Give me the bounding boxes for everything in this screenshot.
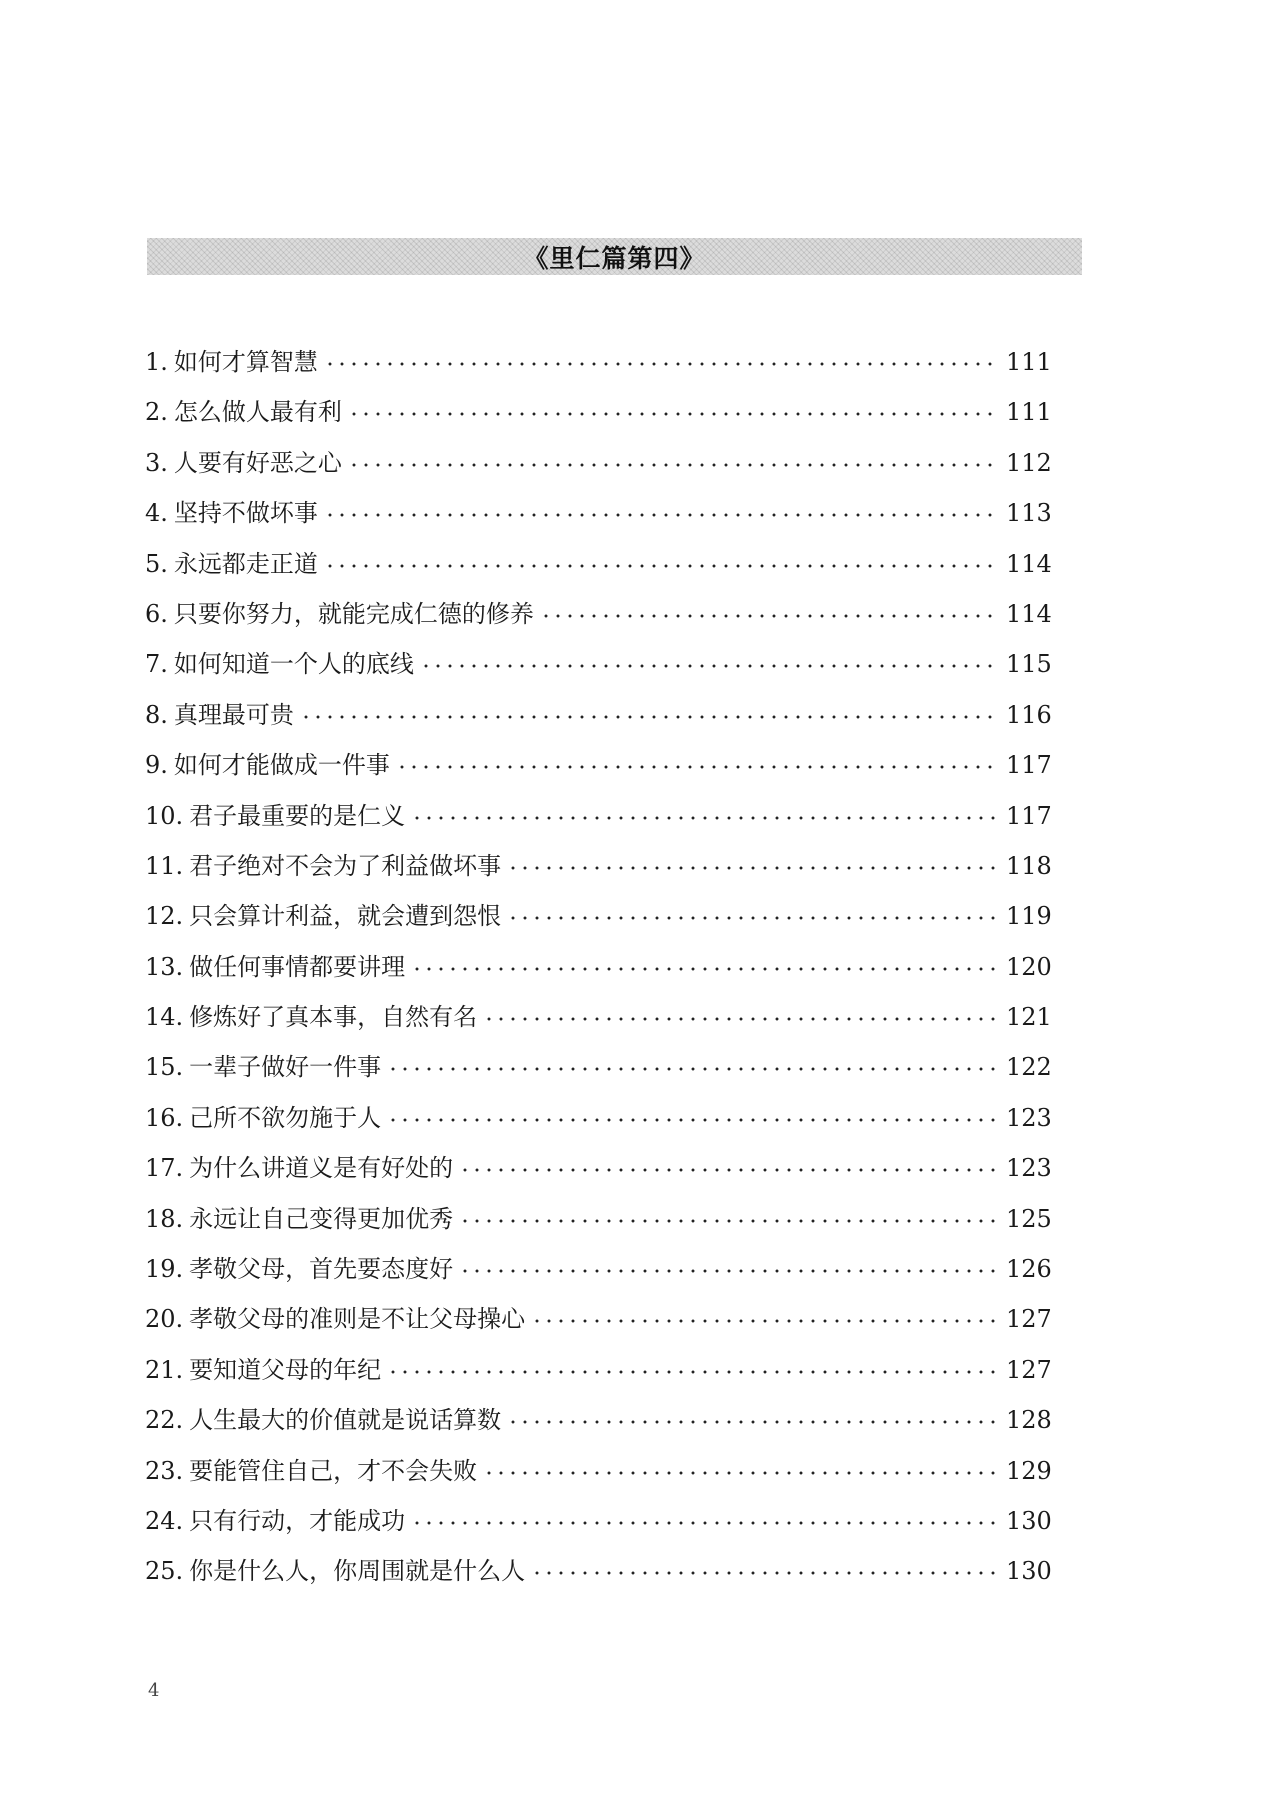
- toc-entry-page: 115: [1006, 650, 1052, 679]
- toc-entry: [145, 992, 1050, 1042]
- toc-leader-dots: [348, 394, 1000, 418]
- toc-entry: [145, 690, 1050, 740]
- toc-entry: [145, 539, 1050, 589]
- toc-entry-number: 12.: [145, 902, 184, 931]
- toc-entry-number: 15.: [145, 1053, 184, 1082]
- toc-entry-page: 114: [1006, 599, 1052, 628]
- toc-entry-page: 130: [1006, 1506, 1052, 1535]
- toc-entry-page: 117: [1006, 751, 1052, 780]
- toc-entry-title: 一辈子做好一件事: [189, 1053, 382, 1082]
- toc-leader-dots: [300, 697, 1000, 721]
- toc-entry-number: 16.: [145, 1103, 184, 1132]
- toc-entry-title: 人生最大的价值就是说话算数: [189, 1406, 502, 1435]
- toc-entry-title: 君子绝对不会为了利益做坏事: [189, 851, 502, 880]
- toc-entry-page: 127: [1006, 1355, 1052, 1384]
- toc-entry-page: 122: [1006, 1053, 1052, 1082]
- toc-entry-page: 126: [1006, 1255, 1052, 1284]
- toc-entry-number: 11.: [145, 851, 184, 880]
- toc-entry-page: 111: [1006, 348, 1052, 376]
- toc-entry: [145, 589, 1050, 639]
- toc-entry-number: 23.: [145, 1456, 184, 1485]
- toc-entry-page: 120: [1006, 952, 1052, 981]
- toc-leader-dots: [507, 1402, 1000, 1426]
- toc-entry-title: 要知道父母的年纪: [189, 1355, 382, 1384]
- toc-entry-title: 君子最重要的是仁义: [189, 801, 406, 830]
- toc-entry-title: 怎么做人最有利: [173, 398, 342, 427]
- toc-leader-dots: [531, 1301, 1000, 1325]
- toc-leader-dots: [483, 999, 1000, 1023]
- toc-entry-title: 人要有好恶之心: [173, 448, 342, 477]
- toc-entry-page: 129: [1006, 1456, 1052, 1485]
- toc-entry-title: 如何才算智慧: [173, 348, 318, 376]
- toc-entry: [145, 841, 1050, 891]
- toc-entry-title: 孝敬父母的准则是不让父母操心: [189, 1305, 526, 1334]
- toc-entry-number: 13.: [145, 952, 184, 981]
- toc-entry-number: 3.: [145, 448, 168, 477]
- toc-entry-page: 121: [1006, 1003, 1052, 1032]
- toc-entry: [145, 740, 1050, 790]
- toc-leader-dots: [324, 546, 1000, 570]
- toc-entry-number: 14.: [145, 1003, 184, 1032]
- toc-leader-dots: [387, 1100, 1000, 1124]
- toc-leader-dots: [411, 949, 1000, 973]
- page-number: 4: [148, 1680, 160, 1701]
- section-header-bar: [147, 238, 1082, 275]
- toc-entry: [145, 639, 1050, 689]
- toc-entry-page: 117: [1006, 801, 1052, 830]
- toc-entry: [145, 438, 1050, 488]
- toc-entry: [145, 1446, 1050, 1496]
- toc-leader-dots: [324, 495, 1000, 519]
- toc-leader-dots: [324, 344, 1000, 368]
- toc-entry: [145, 942, 1050, 992]
- toc-entry-page: 119: [1006, 902, 1052, 931]
- toc-entry-number: 24.: [145, 1506, 184, 1535]
- toc-entry-title: 孝敬父母，首先要态度好: [189, 1255, 454, 1284]
- table-of-contents: [145, 337, 1050, 1597]
- toc-entry-number: 4.: [145, 499, 168, 528]
- toc-leader-dots: [387, 1352, 1000, 1376]
- toc-entry: [145, 488, 1050, 538]
- toc-entry-number: 21.: [145, 1355, 184, 1384]
- toc-entry-number: 18.: [145, 1204, 184, 1233]
- toc-entry-number: 9.: [145, 751, 168, 780]
- toc-leader-dots: [411, 1503, 1000, 1527]
- toc-entry-title: 如何知道一个人的底线: [173, 650, 414, 679]
- toc-entry: [145, 1093, 1050, 1143]
- toc-leader-dots: [483, 1453, 1000, 1477]
- toc-entry-title: 永远都走正道: [173, 549, 318, 578]
- toc-entry: [145, 891, 1050, 941]
- toc-entry-number: 22.: [145, 1406, 184, 1435]
- toc-entry: [145, 1496, 1050, 1546]
- toc-entry-page: 113: [1006, 499, 1052, 528]
- toc-entry-number: 6.: [145, 599, 168, 628]
- toc-leader-dots: [396, 747, 1000, 771]
- toc-entry-title: 要能管住自己，才不会失败: [189, 1456, 478, 1485]
- toc-entry-page: 130: [1006, 1557, 1052, 1586]
- toc-entry-title: 你是什么人，你周围就是什么人: [189, 1557, 526, 1586]
- toc-leader-dots: [531, 1553, 1000, 1577]
- toc-leader-dots: [348, 445, 1000, 469]
- toc-leader-dots: [507, 898, 1000, 922]
- toc-entry-page: 114: [1006, 549, 1052, 578]
- toc-entry: [145, 1395, 1050, 1445]
- toc-entry-page: 118: [1006, 851, 1052, 880]
- toc-entry-page: 127: [1006, 1305, 1052, 1334]
- toc-entry: [145, 337, 1050, 387]
- toc-leader-dots: [459, 1150, 1000, 1174]
- toc-entry-title: 如何才能做成一件事: [173, 751, 390, 780]
- toc-entry-page: 112: [1006, 448, 1052, 477]
- toc-entry-title: 永远让自己变得更加优秀: [189, 1204, 454, 1233]
- toc-entry-title: 为什么讲道义是有好处的: [189, 1154, 454, 1183]
- toc-entry: [145, 791, 1050, 841]
- toc-entry-number: 1.: [145, 348, 168, 376]
- toc-entry: [145, 1294, 1050, 1344]
- toc-leader-dots: [420, 646, 1000, 670]
- toc-leader-dots: [459, 1201, 1000, 1225]
- toc-entry-number: 2.: [145, 398, 168, 427]
- toc-entry-title: 己所不欲勿施于人: [189, 1103, 382, 1132]
- toc-entry-number: 19.: [145, 1255, 184, 1284]
- toc-entry-page: 123: [1006, 1154, 1052, 1183]
- toc-entry-number: 8.: [145, 700, 168, 729]
- toc-entry: [145, 1143, 1050, 1193]
- toc-entry-title: 只要你努力，就能完成仁德的修养: [173, 599, 534, 628]
- toc-entry-title: 只有行动，才能成功: [189, 1506, 406, 1535]
- section-title: 《里仁篇第四》: [523, 243, 706, 273]
- toc-entry-number: 17.: [145, 1154, 184, 1183]
- toc-entry: [145, 1042, 1050, 1092]
- toc-entry-title: 修炼好了真本事，自然有名: [189, 1003, 478, 1032]
- toc-entry-page: 111: [1006, 398, 1052, 427]
- toc-entry: [145, 1345, 1050, 1395]
- toc-entry-title: 坚持不做坏事: [173, 499, 318, 528]
- toc-entry-number: 7.: [145, 650, 168, 679]
- toc-entry-title: 真理最可贵: [173, 700, 294, 729]
- toc-leader-dots: [507, 848, 1000, 872]
- toc-entry-number: 20.: [145, 1305, 184, 1334]
- toc-leader-dots: [387, 1049, 1000, 1073]
- toc-entry-number: 25.: [145, 1557, 184, 1586]
- toc-leader-dots: [411, 798, 1000, 822]
- toc-entry-number: 10.: [145, 801, 184, 830]
- toc-entry-page: 123: [1006, 1103, 1052, 1132]
- toc-leader-dots: [540, 596, 1000, 620]
- toc-leader-dots: [459, 1251, 1000, 1275]
- toc-entry: [145, 1194, 1050, 1244]
- toc-entry-page: 128: [1006, 1406, 1052, 1435]
- toc-entry: [145, 387, 1050, 437]
- toc-entry: [145, 1546, 1050, 1596]
- toc-entry-page: 125: [1006, 1204, 1052, 1233]
- toc-entry-title: 做任何事情都要讲理: [189, 952, 406, 981]
- toc-entry-number: 5.: [145, 549, 168, 578]
- toc-entry: [145, 1244, 1050, 1294]
- toc-entry-page: 116: [1006, 700, 1052, 729]
- toc-entry-title: 只会算计利益，就会遭到怨恨: [189, 902, 502, 931]
